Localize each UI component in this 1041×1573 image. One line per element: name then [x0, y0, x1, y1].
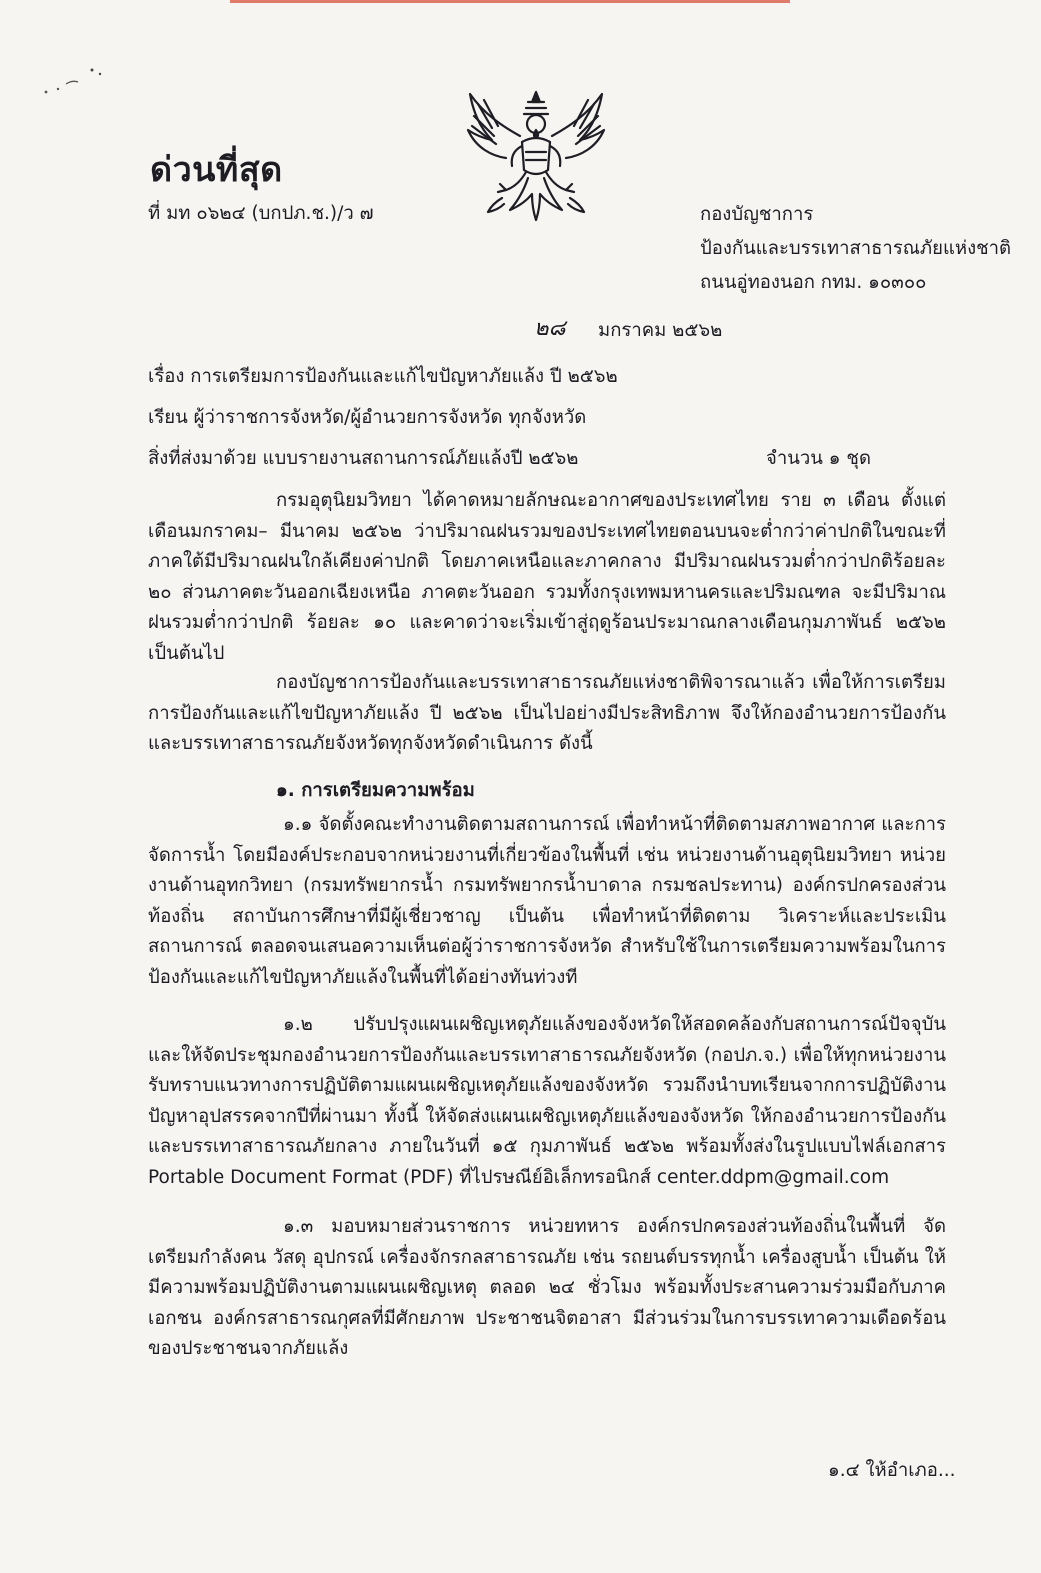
- addressee-line: เรียน ผู้ว่าราชการจังหวัด/ผู้อำนวยการจังหวัด ทุกจังหวัด: [148, 407, 587, 428]
- item-1-2: ๑.๒ ปรับปรุงแผนเผชิญเหตุภัยแล้งของจังหวัดให้สอดคล้องกับสถานการณ์ปัจจุบัน และให้จัดประชุมกองอำนวยการป้องกันและบรรเทาสาธารณภัยจังหวัด (กอปภ.จ.) เพื่อให้ทุกหน่วยงานรับทราบแนวทางการปฏิบัติตามแผนเผชิญเหตุภัยแล้งของจังหวัด รวมถึงนำบทเรียนจากการปฏิบัติงาน ปัญหาอุปสรรคจากปีที่ผ่านมา ทั้งนี้ ให้จัดส่งแผนเผชิญเหตุภัยแล้งของจังหวัด ให้กองอำนวยการป้องกันและบรรเทาสาธารณภัยกลาง ภายในวันที่ ๑๕ กุมภาพันธ์ ๒๕๖๒ พร้อมทั้งส่งในรูปแบบไฟล์เอกสาร Portable Document Format (PDF) ที่ไปรษณีย์อิเล็กทรอนิกส์ center.ddpm@gmail.com: [148, 1014, 946, 1188]
- sender-address-line-3: ถนนอู่ทองนอก กทม. ๑๐๓๐๐: [700, 272, 927, 293]
- enclosure-line: สิ่งที่ส่งมาด้วย แบบรายงานสถานการณ์ภัยแล้งปี ๒๕๖๒: [148, 448, 579, 469]
- urgency-heading: ด่วนที่สุด: [150, 150, 283, 190]
- item-1-1: ๑.๑ จัดตั้งคณะทำงานติดตามสถานการณ์ เพื่อทำหน้าที่ติดตามสภาพอากาศ และการจัดการน้ำ โดยมีองค์ประกอบจากหน่วยงานที่เกี่ยวข้องในพื้นที่ เช่น หน่วยงานด้านอุตุนิยมวิทยา หน่วยงานด้านอุทกวิทยา (กรมทรัพยากรน้ำ กรมทรัพยากรน้ำบาดาล กรมชลประทาน) องค์กรปกครองส่วนท้องถิ่น สถาบันการศึกษาที่มีผู้เชี่ยวชาญ เป็นต้น เพื่อทำหน้าที่ติดตาม วิเคราะห์และประเมินสถานการณ์ ตลอดจนเสนอความเห็นต่อผู้ว่าราชการจังหวัด สำหรับใช้ในการเตรียมความพร้อมในการป้องกันและแก้ไขปัญหาภัยแล้งในพื้นที่ได้อย่างทันท่วงที: [148, 814, 946, 988]
- sender-address-line-1: กองบัญชาการ: [700, 204, 814, 225]
- document-date: มกราคม ๒๕๖๒: [598, 320, 723, 341]
- handwritten-date-day: ๒๘: [534, 316, 566, 341]
- reference-number: ที่ มท ๐๖๒๔ (บกปภ.ช.)/ว ๗: [148, 203, 374, 224]
- section-heading-preparation: ๑. การเตรียมความพร้อม: [276, 780, 475, 801]
- paragraph-directive: กองบัญชาการป้องกันและบรรเทาสาธารณภัยแห่งชาติพิจารณาแล้ว เพื่อให้การเตรียมการป้องกันและแก้ไขปัญหาภัยแล้ง ปี ๒๕๖๒ เป็นไปอย่างมีประสิทธิภาพ จึงให้กองอำนวยการป้องกันและบรรเทาสาธารณภัยจังหวัดทุกจังหวัดดำเนินการ ดังนี้: [148, 672, 946, 755]
- top-edge-mark: [230, 0, 790, 3]
- garuda-emblem: [462, 86, 610, 228]
- scan-specks: [40, 62, 110, 102]
- paragraph-weather-forecast: กรมอุตุนิยมวิทยา ได้คาดหมายลักษณะอากาศของประเทศไทย ราย ๓ เดือน ตั้งแต่เดือนมกราคม– มีนาคม ๒๕๖๒ ว่าปริมาณฝนรวมของประเทศไทยตอนบนจะต่ำกว่าค่าปกติในขณะที่ภาคใต้มีปริมาณฝนใกล้เคียงค่าปกติ โดยภาคเหนือและภาคกลาง มีปริมาณฝนรวมต่ำกว่าปกติร้อยละ ๒๐ ส่วนภาคตะวันออกเฉียงเหนือ ภาคตะวันออก รวมทั้งกรุงเทพมหานครและปริมณฑล จะมีปริมาณฝนรวมต่ำกว่าปกติ ร้อยละ ๑๐ และคาดว่าจะเริ่มเข้าสู่ฤดูร้อนประมาณกลางเดือนกุมภาพันธ์ ๒๕๖๒ เป็นต้นไป: [148, 490, 946, 664]
- sender-address-line-2: ป้องกันและบรรเทาสาธารณภัยแห่งชาติ: [700, 238, 1012, 259]
- enclosure-quantity: จำนวน ๑ ชุด: [766, 448, 871, 469]
- item-1-3: ๑.๓ มอบหมายส่วนราชการ หน่วยทหาร องค์กรปกครองส่วนท้องถิ่นในพื้นที่ จัดเตรียมกำลังคน วัสดุ อุปกรณ์ เครื่องจักรกลสาธารณภัย เช่น รถยนต์บรรทุกน้ำ เครื่องสูบน้ำ เป็นต้น ให้มีความพร้อมปฏิบัติงานตามแผนเผชิญเหตุ ตลอด ๒๔ ชั่วโมง พร้อมทั้งประสานความร่วมมือกับภาคเอกชน องค์กรสาธารณกุศลที่มีศักยภาพ ประชาชนจิตอาสา มีส่วนร่วมในการบรรเทาความเดือดร้อนของประชาชนจากภัยแล้ง: [148, 1216, 946, 1360]
- page-continuation: ๑.๔ ให้อำเภอ...: [828, 1460, 956, 1481]
- subject-line: เรื่อง การเตรียมการป้องกันและแก้ไขปัญหาภัยแล้ง ปี ๒๕๖๒: [148, 366, 618, 387]
